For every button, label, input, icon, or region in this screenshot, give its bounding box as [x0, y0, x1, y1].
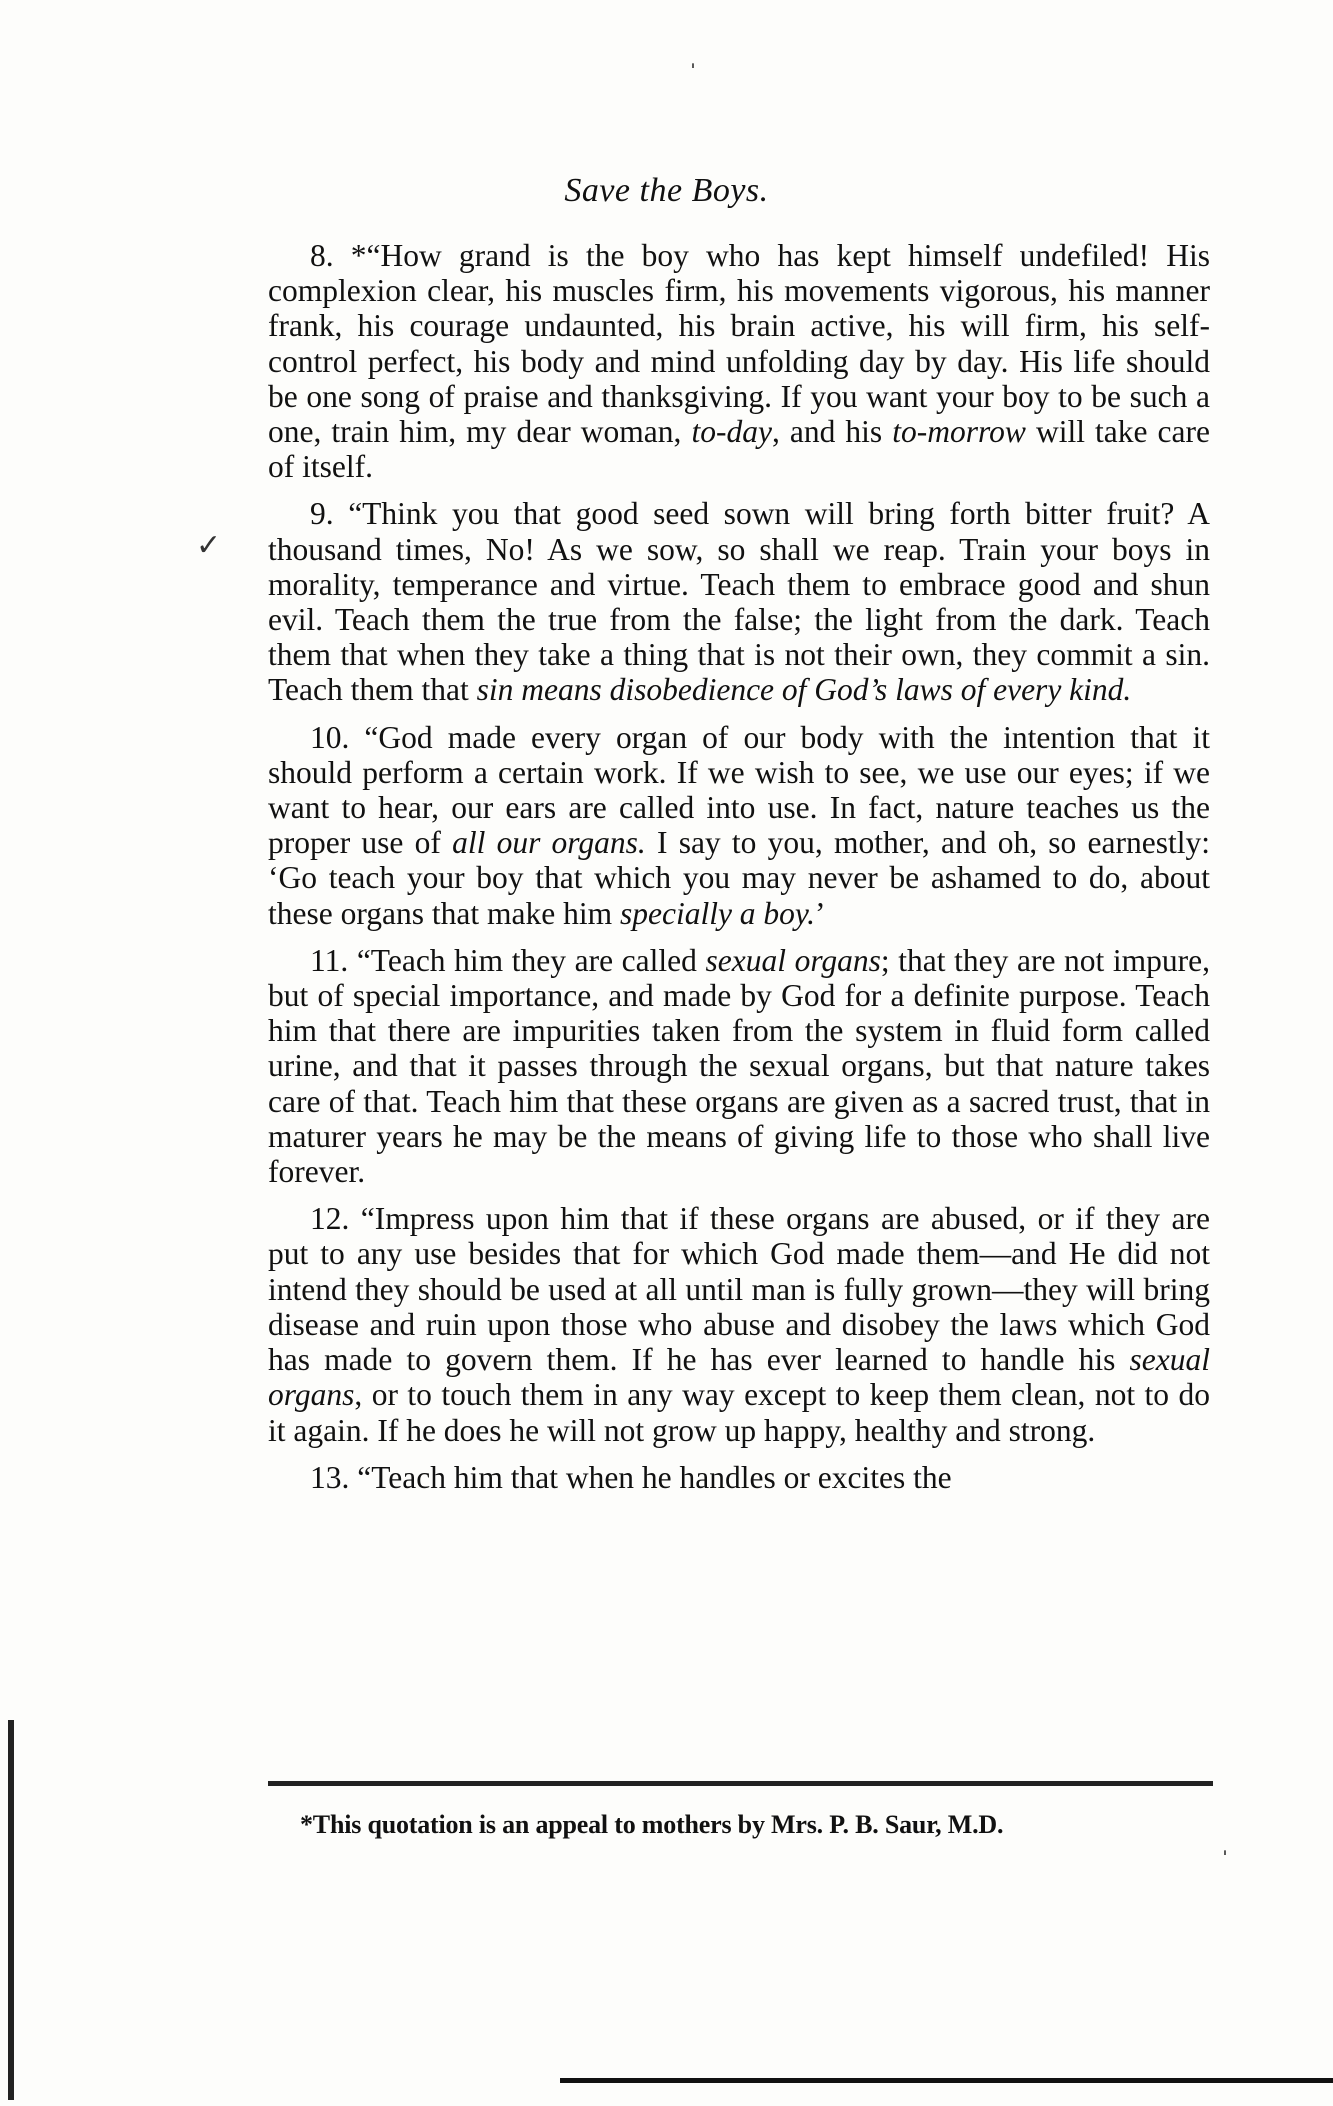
running-title: Save the Boys.	[564, 172, 769, 209]
stray-mark: ˈ	[688, 58, 698, 91]
paragraph-text: , and his	[771, 414, 893, 450]
paragraph-text: , or to touch them in any way except to keep them clean, not to do it again. If he does he will not grow up happy, healthy and strong.	[268, 1377, 1210, 1448]
paragraph-text: “God made every organ of our body with the intention that it should perform a certain work. If we wish to see, we use our eyes; if we want to hear, our ears are called into use. In fact, nature teaches us the proper use of	[268, 719, 1210, 861]
paragraph-number: 8.	[310, 238, 334, 273]
body-text	[268, 238, 1210, 1507]
page-edge-shadow	[8, 1720, 14, 2100]
paragraph-9	[268, 496, 1210, 707]
italic-text: sexual organs	[705, 942, 881, 978]
paragraph-number: 12.	[310, 1201, 350, 1237]
italic-text: all our organs.	[452, 825, 646, 861]
paragraph-text: “Think you that good seed sown will bring forth bitter fruit? A thousand times, No! As we sow, so shall we reap. Train your boys in morality, temperance and virtue. Teach them to embrace good and shun evil. Teach them the true from the false; the light from the dark. Teach them that when they take a thing that is not their own, they commit a sin. Teach them that	[268, 496, 1210, 708]
page-edge-shadow	[560, 2078, 1333, 2083]
paragraph-text: “Teach him that when he handles or excites the	[349, 1459, 952, 1495]
italic-text: to-morrow	[892, 414, 1026, 450]
paragraph-text: will take care of itself.	[268, 414, 1210, 485]
paragraph-text: *“How grand is the boy who has kept himself undefiled! His complexion clear, his muscles firm, his movements vigorous, his manner frank, his courage undaunted, his brain active, his will firm, his self-control perfect, his body and mind unfolding day by day. His life should be one song of praise and thanksgiving. If you want your boy to be such a one, train him, my dear woman,	[268, 238, 1210, 450]
paragraph-8	[268, 238, 1210, 484]
paragraph-number: 13.	[310, 1459, 350, 1495]
paragraph-12	[268, 1201, 1210, 1447]
footnote-rule	[268, 1781, 1213, 1786]
paragraph-13	[268, 1460, 1210, 1495]
paragraph-text: ; that they are not impure, but of special importance, and made by God for a definite purpose. Teach him that there are impurities taken from the system in fluid form called urine, and that it passes through the sexual organs, but that nature takes care of that. Teach him that these organs are given as a sacred trust, that in maturer years he may be the means of giving life to those who shall live forever.	[268, 942, 1210, 1190]
margin-check-mark: ✓	[196, 529, 222, 562]
stray-mark: ˈ	[1220, 1845, 1230, 1878]
footnote: *This quotation is an appeal to mothers by Mrs. P. B. Saur, M.D.	[300, 1810, 1004, 1839]
paragraph-text: I say to you, mother, and oh, so earnestly: ‘Go teach your boy that which you may never be ashamed to do, about these organs that make him	[268, 825, 1210, 931]
paragraph-number: 11.	[310, 942, 349, 978]
paragraph-11	[268, 943, 1210, 1189]
paragraph-text: “Impress upon him that if these organs are abused, or if they are put to any use besides that for which God made them—and He did not intend they should be used at all until man is fully grown—they will bring disease and ruin upon those who abuse and disobey the laws which God has made to govern them. If he has ever learned to handle his	[268, 1201, 1210, 1378]
italic-text: specially a boy.	[619, 895, 816, 931]
paragraph-10	[268, 720, 1210, 931]
paragraph-number: 9.	[310, 496, 334, 532]
paragraph-number: 10.	[310, 719, 350, 755]
paragraph-text: “Teach him they are called	[348, 942, 706, 978]
italic-text: sin means disobedience of God’s laws of every kind.	[476, 672, 1132, 708]
italic-text: to-day	[691, 414, 772, 450]
italic-text: sexual organs	[268, 1342, 1210, 1413]
paragraph-text: ’	[815, 895, 826, 931]
